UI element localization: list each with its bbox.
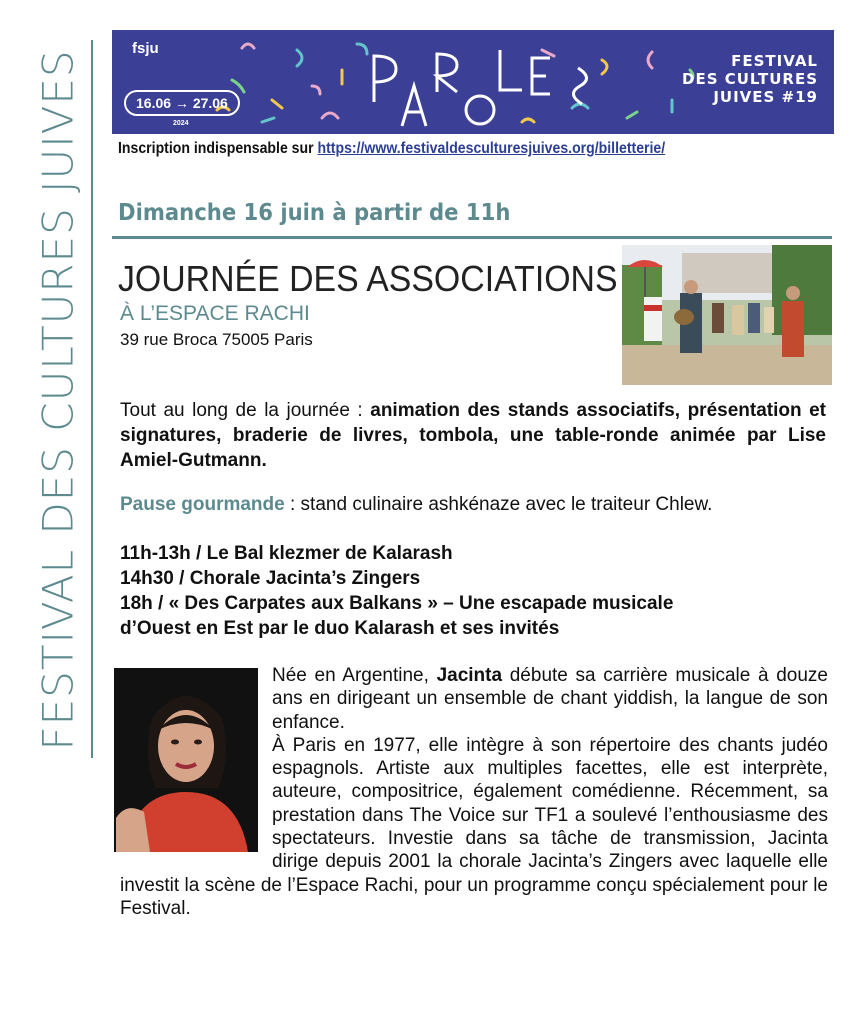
fsju-logo: fsju	[132, 40, 159, 57]
intro-activities: animation des stands associatifs, présentation et signatures, braderie de livres, tombola, une table-ronde animée par Lise Amiel-Gutmann.	[120, 400, 827, 471]
festival-banner	[112, 30, 834, 134]
bio-text: Née en Argentine,	[272, 665, 437, 686]
festival-name	[682, 52, 818, 106]
event-date: Dimanche 16 juin à partir de 11h	[118, 200, 511, 226]
side-divider	[91, 40, 93, 758]
bio-text: débute sa carrière musicale à douze ans en dirigeant un ensemble de chant yiddish, la langue de son enfance.	[272, 665, 828, 733]
event-address: 39 rue Broca 75005 Paris	[120, 330, 313, 349]
festival-dates-badge: 16.06 → 27.06	[124, 90, 240, 116]
side-title	[28, 40, 88, 760]
inscription-label: Inscription indispensable sur	[118, 140, 318, 157]
schedule	[120, 541, 826, 641]
pause-label: Pause gourmande	[120, 494, 285, 515]
ticketing-link[interactable]: https://www.festivaldesculturesjuives.org/billetterie/	[317, 140, 666, 157]
klezmer-parade-photo	[622, 245, 832, 385]
schedule-item: 14h30 / Chorale Jacinta’s Zingers	[120, 568, 421, 589]
intro-lead: Tout au long de la journée :	[120, 400, 371, 421]
schedule-item: 18h / « Des Carpates aux Balkans » – Une escapade musicale	[120, 593, 674, 614]
intro-paragraph	[120, 398, 826, 473]
festival-name-line1: FESTIVAL	[731, 52, 818, 70]
event-venue: À L’ESPACE RACHI	[120, 302, 310, 325]
festival-name-line3: JUIVES #19	[713, 88, 818, 106]
event-title: JOURNÉE DES ASSOCIATIONS	[118, 258, 618, 299]
schedule-item: d’Ouest en Est par le duo Kalarash et ses invités	[120, 618, 560, 639]
bio-paragraph-2: À Paris en 1977, elle intègre à son répertoire des chants judéo espagnols. Artiste aux multiples facettes, elle est interprète, auteure, compositrice, également comédienne. Récemment, sa prestation dans The Voice sur TF1 a soulevé l’enthousiasme des spectateurs. Investie dans sa tâche de transmission, Jacinta dirige depuis 2001 la chorale Jacinta’s Zingers avec laquelle elle investit la scène de l’Espace Rachi, pour un programme conçu spécialement pour le Festival.	[120, 734, 828, 919]
schedule-item: 11h-13h / Le Bal klezmer de Kalarash	[120, 543, 453, 564]
inscription-line	[118, 140, 665, 158]
pause-paragraph	[120, 492, 826, 517]
side-title-text: FESTIVAL DES CULTURES JUIVES	[33, 49, 83, 751]
pause-text: : stand culinaire ashkénaze avec le traiteur Chlew.	[284, 494, 713, 515]
date-divider	[112, 236, 832, 239]
bio-name: Jacinta	[436, 665, 503, 686]
festival-name-line2: DES CULTURES	[682, 70, 818, 88]
jacinta-bio	[120, 664, 828, 920]
festival-year: 2024	[173, 120, 189, 127]
